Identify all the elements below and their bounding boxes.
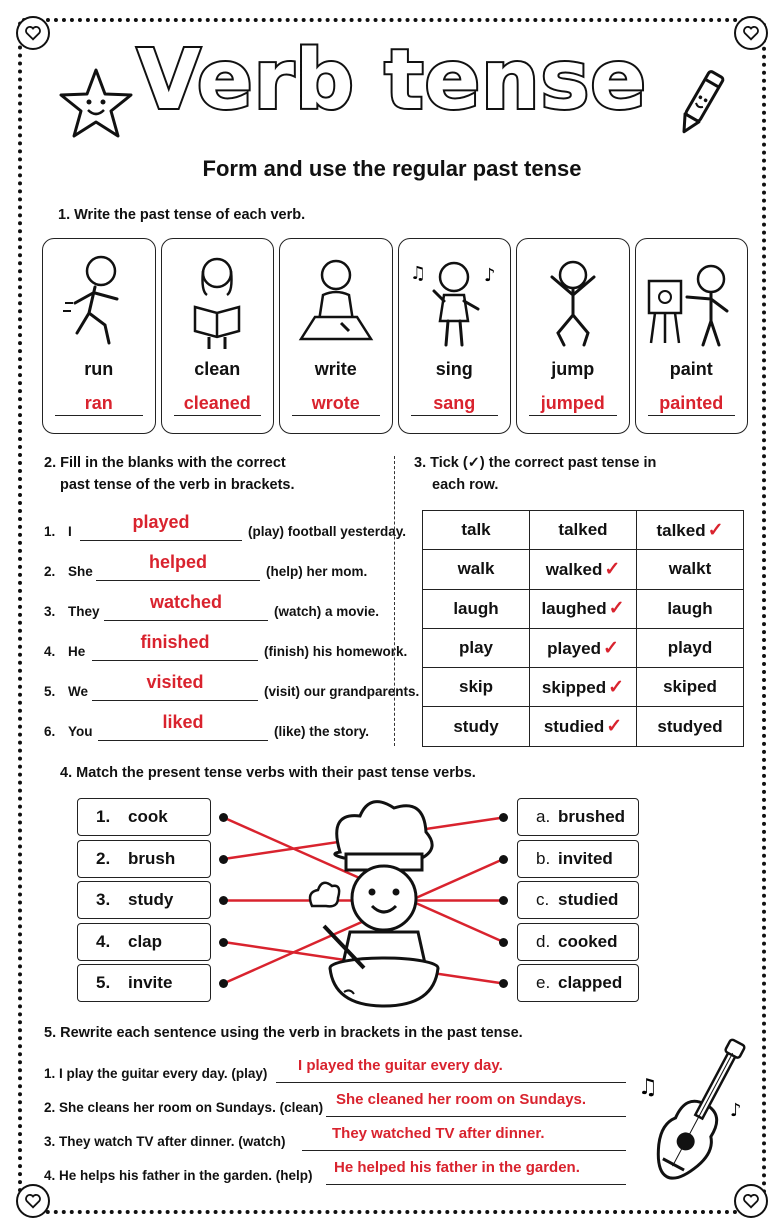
match-word: invited: [558, 848, 613, 868]
match-word: study: [128, 890, 174, 909]
tick-cell-text: laughed: [541, 599, 607, 619]
match-word: invite: [128, 973, 173, 992]
svg-text:♪: ♪: [730, 1100, 742, 1121]
fill-answer[interactable]: visited: [146, 672, 204, 692]
match-left-box[interactable]: [77, 881, 211, 919]
verb-present: clean: [194, 359, 241, 379]
match-dot[interactable]: [499, 813, 508, 822]
svg-text:♫: ♫: [410, 263, 427, 284]
tick-cell-text: walked: [545, 559, 603, 579]
section3-heading: 3. Tick (✓) the correct past tense in: [414, 455, 657, 471]
check-mark-icon: ✓: [606, 716, 623, 738]
blank-line: [326, 1184, 626, 1185]
tick-cell-text: play: [458, 638, 494, 658]
match-word: brushed: [558, 807, 626, 826]
match-word: cook: [128, 807, 168, 826]
match-right-box[interactable]: [517, 881, 639, 919]
section1-heading: 1. Write the past tense of each verb.: [58, 207, 306, 223]
tick-cell-text: playd: [667, 638, 713, 658]
verb-present: write: [314, 359, 357, 379]
match-dot[interactable]: [219, 979, 228, 988]
row-hint: (like) the story.: [274, 724, 370, 739]
match-word: clap: [128, 931, 163, 951]
tick-cell-text: played: [547, 638, 601, 658]
match-dot[interactable]: [219, 813, 228, 822]
row-number: 5.: [44, 684, 56, 699]
match-left-box[interactable]: [77, 840, 211, 878]
tick-cell-text: talk: [461, 520, 491, 540]
match-right-box[interactable]: [517, 840, 639, 878]
fill-answer[interactable]: watched: [149, 592, 223, 612]
match-word: brush: [128, 848, 176, 868]
tick-cell-text: laugh: [667, 598, 713, 618]
row-subject: You: [68, 724, 93, 739]
match-dot[interactable]: [499, 855, 508, 864]
row-subject: I: [68, 524, 72, 539]
match-word: studied: [558, 890, 619, 909]
page-title: Verb tense: [137, 33, 647, 128]
section2-heading: 2. Fill in the blanks with the correct: [44, 455, 286, 471]
match-letter: a.: [536, 807, 551, 826]
rewrite-question: 4. He helps his father in the garden. (help): [44, 1168, 313, 1183]
rewrite-answer[interactable]: He helped his father in the garden.: [334, 1159, 580, 1176]
match-word: cooked: [558, 931, 618, 951]
verb-answer[interactable]: ran: [84, 393, 113, 413]
check-mark-icon: ✓: [602, 637, 619, 659]
row-number: 2.: [44, 564, 56, 579]
match-letter: b.: [536, 848, 551, 868]
rewrite-row: [44, 1156, 634, 1186]
match-dot[interactable]: [499, 938, 508, 947]
rewrite-row: [44, 1054, 634, 1084]
row-subject: She: [68, 564, 93, 579]
check-mark-icon: ✓: [604, 558, 621, 580]
match-left-box[interactable]: [77, 964, 211, 1002]
match-letter: c.: [536, 890, 550, 909]
tick-cell-text: walkt: [668, 559, 712, 579]
row-hint: (watch) a movie.: [274, 604, 380, 619]
tick-cell-text: skiped: [663, 677, 717, 697]
verb-answer[interactable]: cleaned: [183, 393, 251, 413]
match-word: clapped: [558, 973, 623, 992]
row-hint: (finish) his homework.: [264, 644, 408, 659]
tick-cell-text: study: [453, 716, 499, 736]
svg-text:♪: ♪: [484, 265, 496, 286]
rewrite-question: 3. They watch TV after dinner. (watch): [44, 1134, 286, 1149]
match-dot[interactable]: [219, 855, 228, 864]
match-number: 4.: [96, 931, 111, 951]
guitar-icon: [636, 1032, 756, 1200]
rewrite-question: 1. I play the guitar every day. (play): [44, 1066, 268, 1081]
verb-present: run: [84, 359, 114, 379]
section4-heading: 4. Match the present tense verbs with their past tense verbs.: [60, 765, 476, 781]
match-right-box[interactable]: [517, 798, 639, 836]
row-subject: They: [68, 604, 100, 619]
svg-text:♫: ♫: [638, 1075, 658, 1100]
chef-boy-icon: [298, 792, 468, 1012]
rewrite-question: 2. She cleans her room on Sundays. (clean): [44, 1100, 324, 1115]
row-number: 3.: [44, 604, 56, 619]
fill-answer[interactable]: finished: [140, 632, 210, 652]
match-letter: d.: [536, 931, 551, 951]
match-number: 5.: [96, 973, 111, 992]
match-dot[interactable]: [499, 979, 508, 988]
verb-answer[interactable]: painted: [659, 393, 724, 413]
match-number: 3.: [96, 890, 111, 909]
tick-cell-text: laugh: [453, 598, 499, 618]
match-left-box[interactable]: [77, 798, 211, 836]
rewrite-answer[interactable]: She cleaned her room on Sundays.: [336, 1091, 587, 1108]
rewrite-answer[interactable]: They watched TV after dinner.: [332, 1125, 545, 1142]
section5-heading: 5. Rewrite each sentence using the verb in brackets in the past tense.: [44, 1025, 523, 1041]
page-subtitle: Form and use the regular past tense: [202, 156, 582, 181]
match-dot[interactable]: [499, 896, 508, 905]
match-letter: e.: [536, 973, 551, 992]
tick-cell-text: skipped: [541, 677, 607, 697]
fill-answer[interactable]: played: [132, 512, 190, 532]
section3-heading: each row.: [432, 477, 499, 493]
rewrite-row: [44, 1088, 634, 1118]
match-dot[interactable]: [219, 938, 228, 947]
blank-line: [276, 1082, 626, 1083]
check-mark-icon: ✓: [707, 519, 724, 541]
row-number: 1.: [44, 524, 56, 539]
row-hint: (visit) our grandparents.: [264, 684, 420, 699]
check-mark-icon: ✓: [608, 598, 625, 620]
verb-answer[interactable]: jumped: [540, 393, 605, 413]
verb-present: sing: [435, 359, 473, 379]
fill-answer[interactable]: liked: [162, 712, 204, 732]
match-number: 1.: [96, 807, 111, 826]
tick-cell-text: talked: [558, 520, 608, 540]
row-number: 6.: [44, 724, 56, 739]
tick-cell-text: talked: [656, 520, 706, 540]
rewrite-row: [44, 1122, 634, 1152]
match-right-box[interactable]: [517, 923, 639, 961]
section2-heading: past tense of the verb in brackets.: [60, 477, 295, 493]
row-subject: He: [68, 644, 86, 659]
tick-cell-text: studyed: [657, 716, 723, 736]
verb-answer[interactable]: sang: [433, 393, 476, 413]
verb-present: paint: [669, 359, 713, 379]
check-mark-icon: ✓: [608, 676, 625, 698]
blank-line: [326, 1116, 626, 1117]
match-right-box[interactable]: [517, 964, 639, 1002]
row-hint: (play) football yesterday.: [248, 524, 407, 539]
tick-cell-text: skip: [458, 677, 494, 697]
blank-line: [302, 1150, 626, 1151]
fill-answer[interactable]: helped: [148, 552, 207, 572]
row-hint: (help) her mom.: [266, 564, 368, 579]
match-number: 2.: [96, 848, 111, 868]
row-subject: We: [68, 684, 89, 699]
row-number: 4.: [44, 644, 56, 659]
tick-cell-text: studied: [543, 717, 605, 737]
match-dot[interactable]: [219, 896, 228, 905]
match-left-box[interactable]: [77, 923, 211, 961]
tick-cell-text: walk: [457, 559, 495, 579]
verb-answer[interactable]: wrote: [311, 393, 360, 413]
rewrite-answer[interactable]: I played the guitar every day.: [298, 1057, 503, 1074]
verb-present: jump: [551, 359, 595, 379]
